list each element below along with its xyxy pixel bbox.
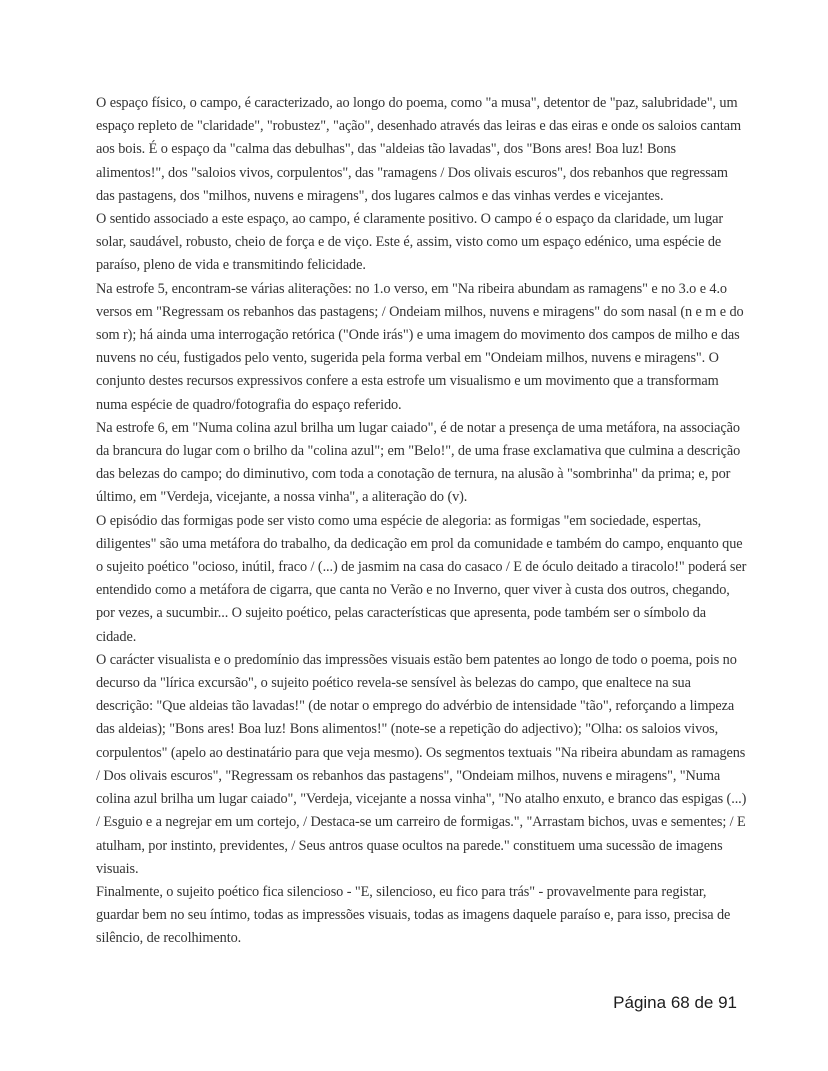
page-number: Página 68 de 91 <box>613 993 737 1012</box>
paragraph: O sentido associado a este espaço, ao campo, é claramente positivo. O campo é o espaço da claridade, um lugar solar, saudável, robusto, cheio de força e de viço. Este é, assim, visto como um espaço edénico, uma espécie de paraíso, pleno de vida e transmitindo felicidade. <box>96 211 724 274</box>
paragraph: O espaço físico, o campo, é caracterizado, ao longo do poema, como "a musa", detentor de "paz, salubridade", um espaço repleto de "claridade", "robustez", "ação", desenhado através das leiras e das eiras e onde os saloios cantam aos bois. É o espaço da "calma das debulhas", das "aldeias tão lavadas", dos "Bons ares! Boa luz! Bons alimentos!", dos "saloios vivos, corpulentos", das "ramagens / Dos olivais escuros", dos rebanhos que regressam das pastagens, dos "milhos, nuvens e miragens", dos lugares calmos e das vinhas verdes e vicejantes. <box>96 95 742 204</box>
paragraph: O episódio das formigas pode ser visto como uma espécie de alegoria: as formigas "em sociedade, espertas, diligentes" são uma metáfora do trabalho, da dedicação em prol da comunidade e também do campo, enquanto que o sujeito poético "ocioso, inútil, fraco / (...) de jasmim na casa do casaco / E de óculo deitado a tiracolo!" poderá ser entendido como a metáfora de cigarra, que canta no Verão e no Inverno, quer viver à custa dos outros, chegando, por vezes, a sucumbir... O sujeito poético, pelas características que apresenta, pode também ser o símbolo da cidade. <box>96 512 747 645</box>
paragraph: Na estrofe 6, em "Numa colina azul brilha um lugar caiado", é de notar a presença de uma metáfora, na associação da brancura do lugar com o brilho da "colina azul"; em "Belo!", de uma frase exclamativa que culmina a descrição das belezas do campo; do diminutivo, com toda a conotação de ternura, na alusão à "sombrinha" da prima; e, por último, em "Verdeja, vicejante, a nossa vinha", a aliteração do (v). <box>96 419 741 506</box>
paragraph: Finalmente, o sujeito poético fica silencioso - "E, silencioso, eu fico para trás" - provavelmente para registar, guardar bem no seu íntimo, todas as impressões visuais, todas as imagens daquele paraíso e, para isso, precisa de silêncio, de recolhimento. <box>96 883 731 947</box>
paragraph: O carácter visualista e o predomínio das impressões visuais estão bem patentes ao longo de todo o poema, pois no decurso da "lírica excursão", o sujeito poético revela-se sensível às belezas do campo, que enaltece na sua descrição: "Que aldeias tão lavadas!" (de notar o emprego do advérbio de intensidade "tão", reforçando a limpeza das aldeias); "Bons ares! Boa luz! Bons alimentos!" (note-se a repetição do adjectivo); "Olha: os saloios vivos, corpulentos" (apelo ao destinatário para que veja mesmo). Os segmentos textuais "Na ribeira abundam as ramagens / Dos olivais escuros", "Regressam os rebanhos das pastagens", "Ondeiam milhos, nuvens e miragens", "Numa colina azul brilha um lugar caiado", "Verdeja, vicejante a nossa vinha", "No atalho enxuto, e branco das espigas (...) / Esguio e a negrejar em um cortejo, / Destaca-se um carreiro de formigas.", "Arrastam bichos, uvas e sementes; / E atulham, por instinto, previdentes, / Seus antros quase ocultos na parede." constituem uma sucessão de imagens visuais. <box>96 651 747 877</box>
paragraph: Na estrofe 5, encontram-se várias aliterações: no 1.o verso, em "Na ribeira abundam as ramagens" e no 3.o e 4.o versos em "Regressam os rebanhos das pastagens; / Ondeiam milhos, nuvens e miragens" do som nasal (n e m e do som r); há ainda uma interrogação retórica ("Onde irás") e uma imagem do movimento dos campos de milho e das nuvens no céu, fustigados pelo vento, sugerida pela forma verbal em "Ondeiam milhos, nuvens e miragens". O conjunto destes recursos expressivos confere a esta estrofe um visualismo e um movimento que a transformam numa espécie de quadro/fotografia do espaço referido. <box>96 280 744 413</box>
document-body <box>96 92 748 951</box>
